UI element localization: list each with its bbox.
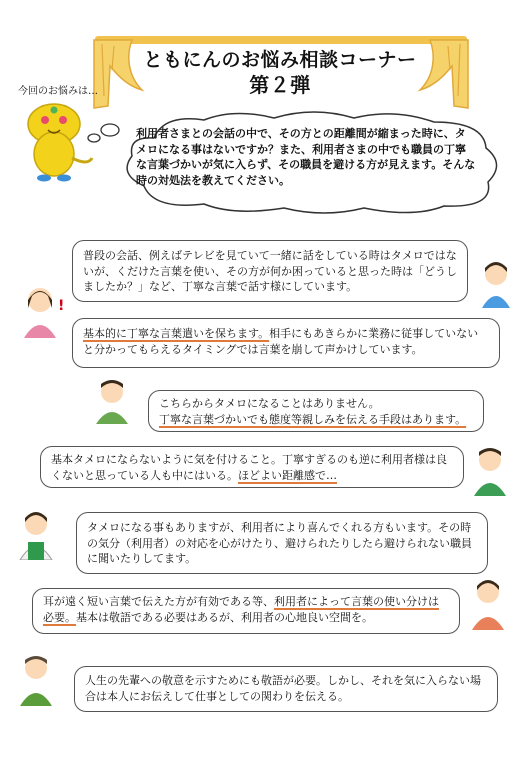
answer-7-text: 人生の先輩への敬意を示すためにも敬語が必要。しかし、それを気に入らない場合は本人にお伝えして仕事としての関わりを伝える。 (85, 674, 481, 703)
older-man-icon (16, 652, 56, 706)
woman-icon-2 (468, 576, 508, 630)
answer-2-text: 相手にもあきらかに業務に従事していないと分かってもらえるタイミングでは言葉を崩して声かけしています。 (83, 327, 479, 356)
man-icon-2 (470, 444, 510, 496)
answer-bubble-4 (40, 446, 464, 488)
answer-2-underlined: 基本的に丁寧な言葉遣いを保ちます。 (83, 327, 270, 340)
answer-6-text: 耳が遠く短い言葉で伝えた方が有効である等、 (43, 595, 274, 608)
answer-4-text: 基本タメロにならないように気を付けること。丁寧すぎるのも逆に利用者様は良くないと思っている人も中にはいる。 (51, 453, 447, 482)
answer-bubble-1 (72, 240, 468, 302)
svg-text:!: ! (58, 298, 64, 314)
answer-6-rest: 基本は敬語である必要はあるが、利用者の心地良い空間を。 (76, 610, 373, 624)
question-text: 利用者さまとの会話の中で、その方との距離間が縮まった時に、タメロになる事はないですか？また、利用者さまの中でも職員の丁寧な言葉づかいが気に入らず、その職員を避ける方が見えます。そんな時の対処法を教えてください。 (136, 127, 476, 187)
answer-bubble-3 (148, 390, 484, 432)
curtain-rod (95, 36, 467, 44)
answer-3-line1: こちらからタメロになることはありません。 (159, 397, 380, 410)
title-line-2: 第２弾 (249, 73, 311, 97)
surprised-woman-icon (18, 282, 64, 338)
page-title (120, 48, 440, 98)
answer-1-text: 普段の会話、例えばテレビを見ていて一緒に話をしている時はタメロではないが、くだけた言葉を使い、その方が何か困っていると思った時は「どうしましたか？」など、丁寧な言葉で話す様にしています。 (83, 249, 457, 293)
answer-bubble-7 (74, 666, 498, 712)
answer-bubble-2 (72, 318, 500, 368)
man-icon (92, 376, 132, 424)
answer-bubble-6 (32, 588, 460, 634)
title-line-1: ともにんのお悩み相談コーナー (143, 49, 417, 71)
intro-label: 今回のお悩みは… (18, 86, 98, 97)
answer-3-underlined: 丁寧な言葉づかいでも態度等親しみを伝える手段はあります。 (159, 412, 467, 426)
mascot-icon (14, 96, 96, 182)
answer-bubble-5 (76, 512, 488, 574)
answer-5-text: タメロになる事もありますが、利用者により喜んでくれる方もいます。その時の気分（利用者）の対応を心がけたり、避けられたりしたら避けられない職員に聞いたりしてます。 (87, 521, 472, 565)
woman-apron-icon (16, 508, 56, 560)
woman-icon (476, 258, 516, 308)
answer-4-underlined: ほどよい距離感で… (238, 468, 337, 482)
answer-6-underlined: 利用者によって言葉の使い分けは必要。 (43, 595, 439, 624)
